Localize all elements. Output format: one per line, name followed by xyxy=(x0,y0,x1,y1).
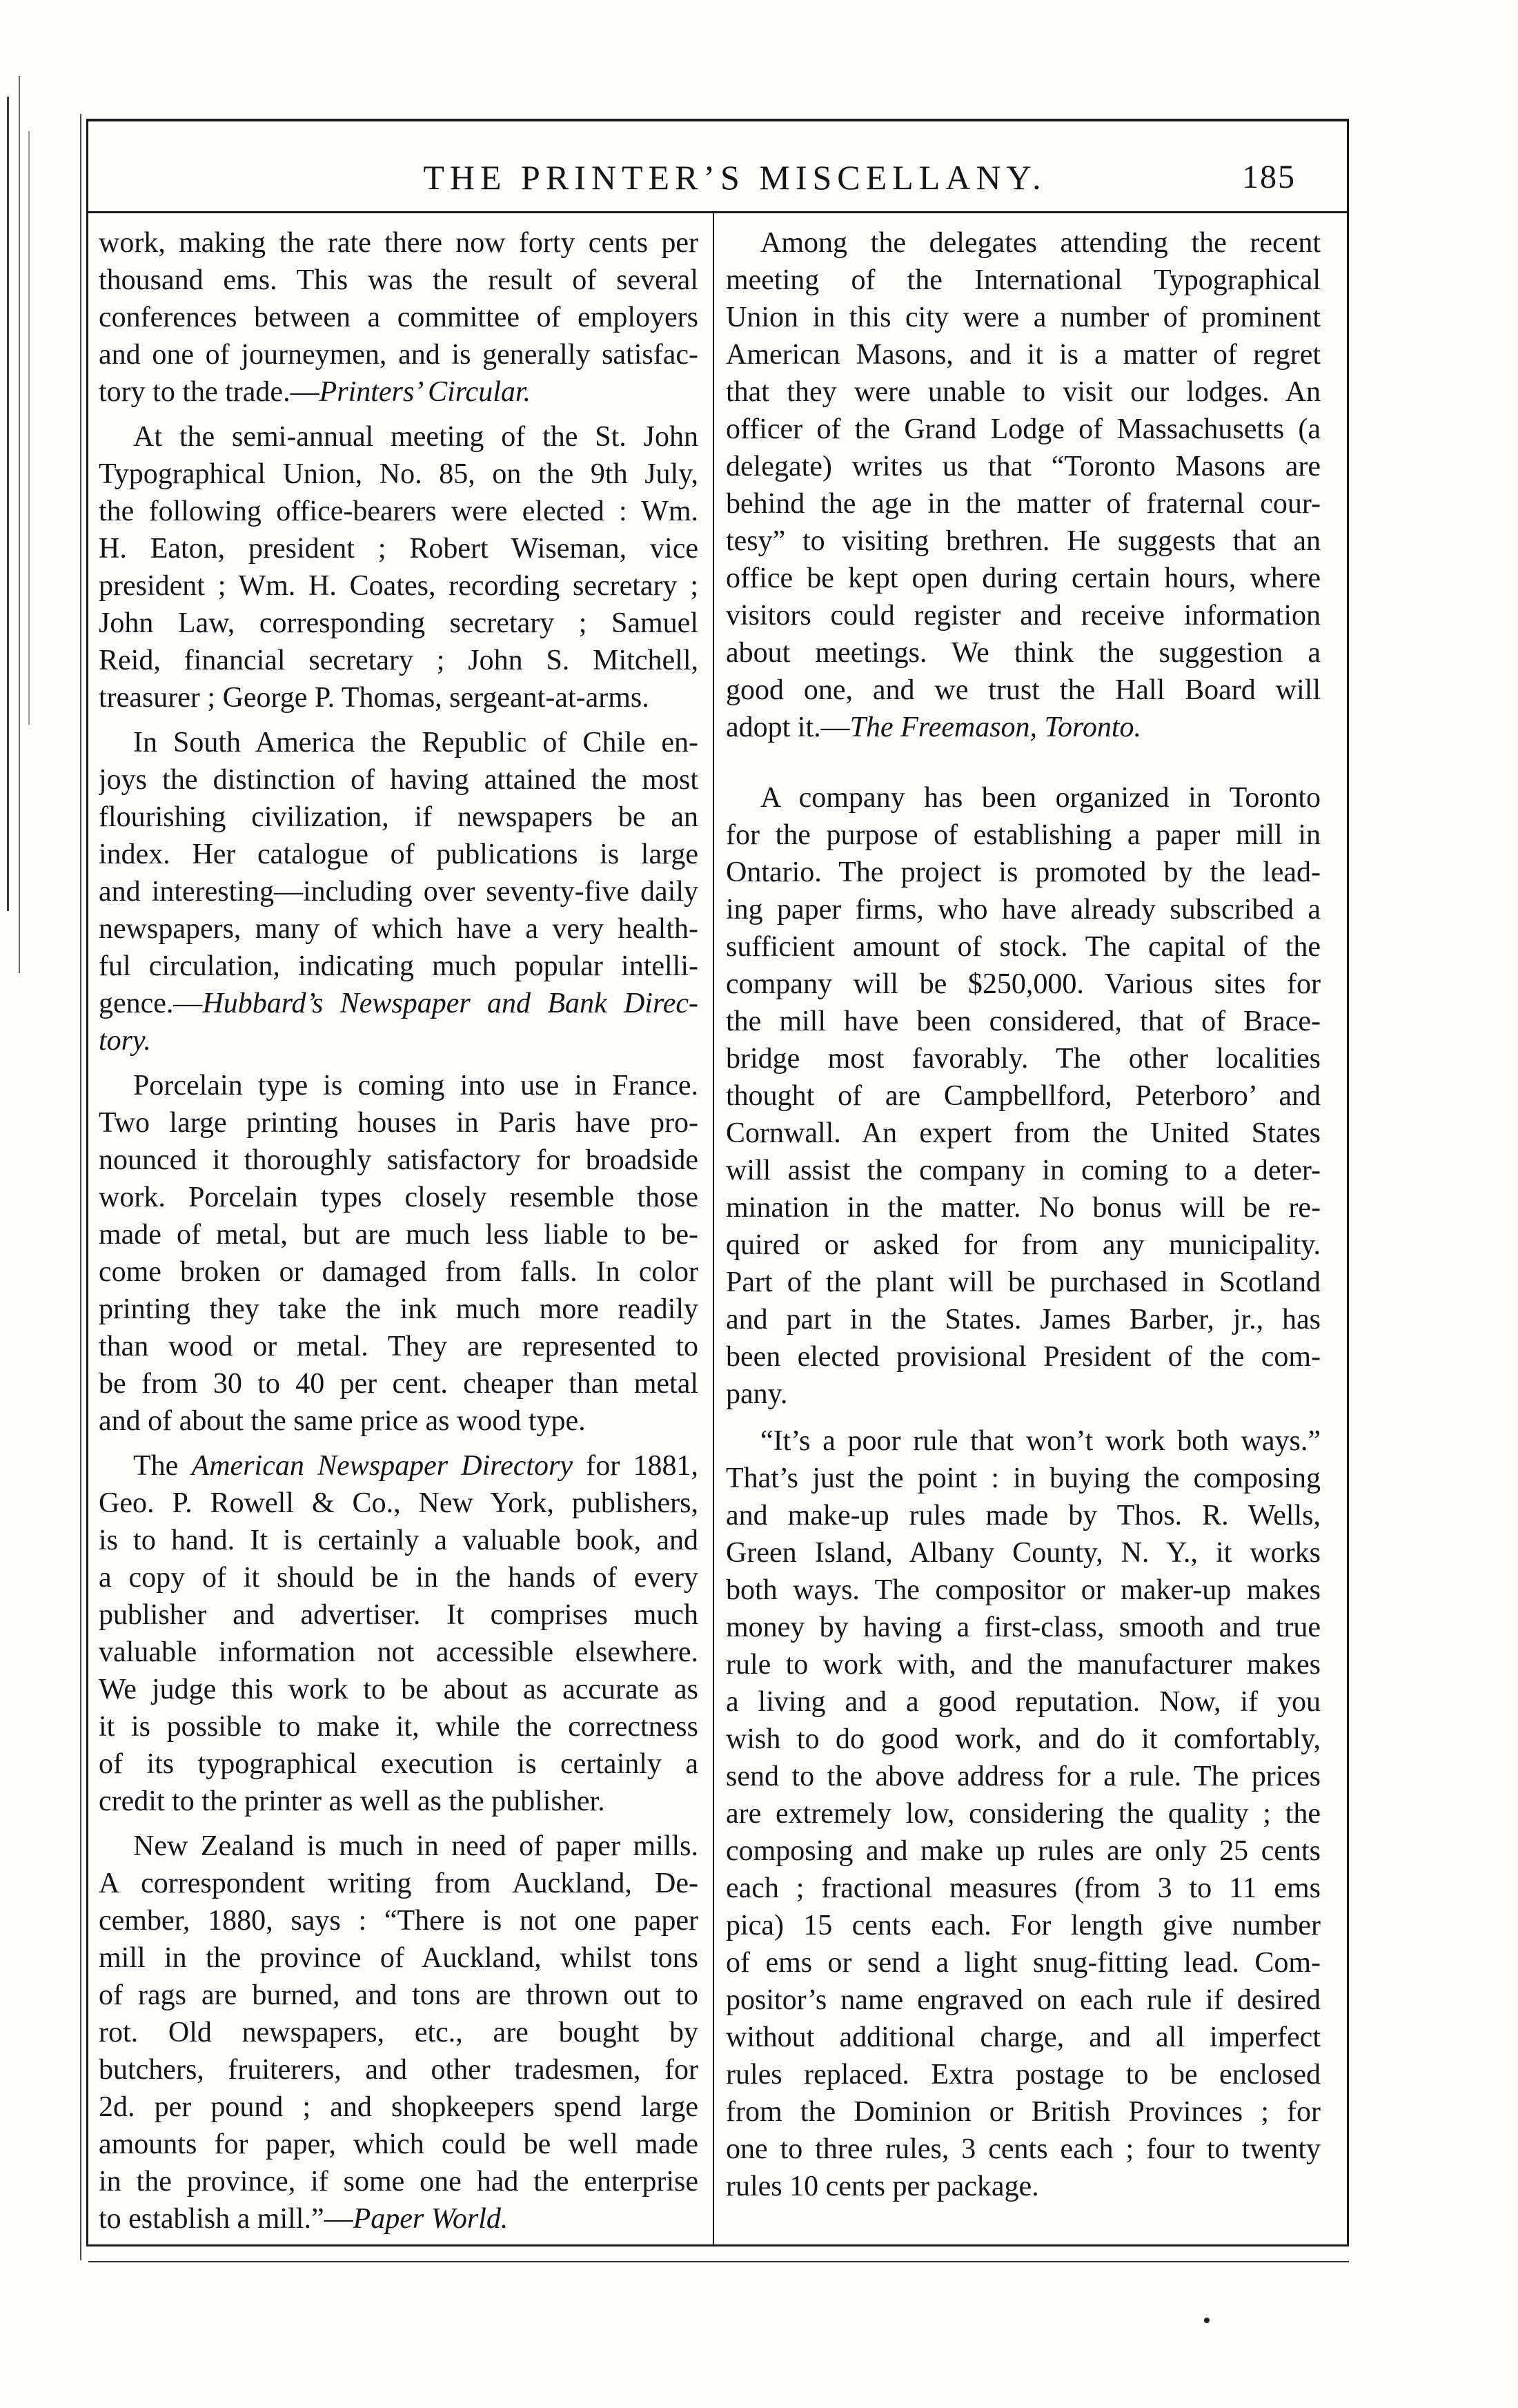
frame-bottom-double-rule xyxy=(88,2261,1349,2262)
text-line: been elected provisional President of the com- xyxy=(726,1341,1321,1373)
text-line: ful circulation, indicating much popular intelli- xyxy=(99,950,698,982)
text-line: of ems or send a light snug-fitting lead. Com- xyxy=(726,1947,1321,1979)
text-line: pica) 15 cents each. For length give number xyxy=(726,1910,1321,1941)
text-line xyxy=(99,985,698,1022)
left-column xyxy=(99,224,698,2238)
text-line: “It’s a poor rule that won’t work both ways.” xyxy=(760,1425,1321,1457)
text-line: A company has been organized in Toronto xyxy=(760,782,1321,814)
roman-text: gence.— xyxy=(99,988,203,1019)
italic-text: Hubbard’s Newspaper and Bank Direc- xyxy=(202,988,698,1019)
text-line: is to hand. It is certainly a valuable book, and xyxy=(99,1525,698,1556)
text-line: thousand ems. This was the result of several xyxy=(99,264,698,296)
text-line: one to three rules, 3 cents each ; four to twenty xyxy=(726,2133,1321,2165)
paragraph xyxy=(99,224,698,411)
text-line: butchers, fruiterers, and other tradesmen, for xyxy=(99,2054,698,2086)
text-line: of its typographical execution is certainly a xyxy=(99,1748,698,1780)
roman-text: to establish a mill.”— xyxy=(99,2203,353,2235)
frame-top-rule xyxy=(86,119,1349,121)
text-line: and interesting—including over seventy-five daily xyxy=(99,876,698,908)
text-line: Green Island, Albany County, N. Y., it works xyxy=(726,1537,1321,1569)
text-line: for the purpose of establishing a paper mill in xyxy=(726,819,1321,851)
text-line: and part in the States. James Barber, jr., has xyxy=(726,1304,1321,1335)
text-line: Reid, financial secretary ; John S. Mitchell, xyxy=(99,645,698,676)
text-line: flourishing civilization, if newspapers be an xyxy=(99,801,698,833)
text-line: the mill have been considered, that of Brace- xyxy=(726,1006,1321,1037)
text-line: made of metal, but are much less liable to be- xyxy=(99,1219,698,1251)
text-line: Union in this city were a number of prominent xyxy=(726,302,1321,333)
scan-speck xyxy=(1204,2318,1210,2323)
text-line: rules replaced. Extra postage to be enclosed xyxy=(726,2059,1321,2091)
text-line: in the province, if some one had the enterprise xyxy=(99,2166,698,2197)
column-divider-rule xyxy=(713,211,714,2246)
roman-text: The xyxy=(133,1450,192,1482)
italic-text: Paper World. xyxy=(353,2203,509,2235)
italic-text: The Freemason, Toronto. xyxy=(849,712,1142,743)
text-line: credit to the printer as well as the publisher. xyxy=(99,1785,605,1817)
paragraph xyxy=(99,724,698,1059)
text-line xyxy=(99,1447,698,1485)
page-edge-shadow xyxy=(28,131,30,725)
text-line: rot. Old newspapers, etc., are bought by xyxy=(99,2017,698,2048)
paragraph xyxy=(99,1828,698,2238)
text-line: be from 30 to 40 per cent. cheaper than metal xyxy=(99,1368,698,1400)
text-line: officer of the Grand Lodge of Massachusetts (a xyxy=(726,413,1321,445)
text-line: printing they take the ink much more readily xyxy=(99,1293,698,1325)
text-line: each ; fractional measures (from 3 to 11 ems xyxy=(726,1872,1321,1904)
text-line: ing paper firms, who have already subscribed a xyxy=(726,894,1321,926)
text-line xyxy=(99,1022,698,1059)
text-line: without additional charge, and all imperfect xyxy=(726,2022,1321,2053)
paragraph xyxy=(726,779,1321,1413)
text-line: than wood or metal. They are represented to xyxy=(99,1331,698,1362)
text-line: a copy of it should be in the hands of every xyxy=(99,1562,698,1594)
text-line: Two large printing houses in Paris have pro- xyxy=(99,1107,698,1139)
text-line: Part of the plant will be purchased in Scotland xyxy=(726,1266,1321,1298)
text-line: nounced it thoroughly satisfactory for broadside xyxy=(99,1144,698,1176)
text-line: A correspondent writing from Auckland, De- xyxy=(99,1868,698,1899)
text-line: treasurer ; George P. Thomas, sergeant-at-arms. xyxy=(99,682,649,714)
text-line xyxy=(99,2200,698,2238)
text-line: American Masons, and it is a matter of regret xyxy=(726,339,1321,371)
text-line: work, making the rate there now forty cents per xyxy=(99,227,698,259)
text-line: a living and a good reputation. Now, if you xyxy=(726,1686,1321,1718)
text-line: send to the above address for a rule. The prices xyxy=(726,1761,1321,1792)
text-line: newspapers, many of which have a very health- xyxy=(99,913,698,945)
text-line: rules 10 cents per package. xyxy=(726,2171,1039,2202)
text-line: work. Porcelain types closely resemble those xyxy=(99,1182,698,1213)
text-line: valuable information not accessible elsewhere. xyxy=(99,1636,698,1668)
text-line: John Law, corresponding secretary ; Samuel xyxy=(99,607,698,639)
text-line: delegate) writes us that “Toronto Masons are xyxy=(726,451,1321,482)
text-line: both ways. The compositor or maker-up makes xyxy=(726,1574,1321,1606)
text-line: positor’s name engraved on each rule if desired xyxy=(726,1984,1321,2016)
text-line: That’s just the point : in buying the composing xyxy=(726,1462,1321,1494)
text-line: 2d. per pound ; and shopkeepers spend large xyxy=(99,2091,698,2123)
text-line xyxy=(99,373,698,411)
running-head-rule xyxy=(86,211,1349,213)
text-line: will assist the company in coming to a deter- xyxy=(726,1155,1321,1186)
frame-left-rule xyxy=(86,119,88,2247)
text-line: office be kept open during certain hours, where xyxy=(726,562,1321,594)
roman-text: tory to the trade.— xyxy=(99,376,319,408)
text-line: At the semi-annual meeting of the St. John xyxy=(133,421,698,453)
text-line: come broken or damaged from falls. In color xyxy=(99,1256,698,1288)
text-line: index. Her catalogue of publications is large xyxy=(99,839,698,870)
text-line: conferences between a committee of employers xyxy=(99,302,698,333)
paragraph xyxy=(99,418,698,716)
text-line: cember, 1880, says : “There is not one paper xyxy=(99,1905,698,1937)
text-line: amounts for paper, which could be well made xyxy=(99,2128,698,2160)
text-line: from the Dominion or British Provinces ; for xyxy=(726,2096,1321,2128)
text-line: sufficient amount of stock. The capital of the xyxy=(726,931,1321,963)
text-line: visitors could register and receive information xyxy=(726,600,1321,632)
text-line: and make-up rules made by Thos. R. Wells, xyxy=(726,1500,1321,1531)
text-line: thought of are Campbellford, Peterboro’ and xyxy=(726,1080,1321,1112)
frame-right-rule xyxy=(1347,119,1349,2247)
page-edge-shadow xyxy=(19,76,20,973)
paragraph xyxy=(99,1067,698,1440)
text-line: mination in the matter. No bonus will be re- xyxy=(726,1192,1321,1224)
running-head-title: THE PRINTER’S MISCELLANY. xyxy=(423,158,1047,197)
roman-text: adopt it.— xyxy=(726,712,850,743)
text-line: Among the delegates attending the recent xyxy=(760,227,1321,259)
text-line: rule to work with, and the manufacturer makes xyxy=(726,1649,1321,1681)
text-line: pany. xyxy=(726,1378,788,1410)
text-line: Geo. P. Rowell & Co., New York, publishers, xyxy=(99,1487,698,1519)
text-line: meeting of the International Typographical xyxy=(726,264,1321,296)
paragraph xyxy=(726,224,1321,746)
text-line: Typographical Union, No. 85, on the 9th July, xyxy=(99,458,698,490)
frame-bottom-rule xyxy=(86,2244,1349,2247)
text-line: the following office-bearers were elected : Wm. xyxy=(99,496,698,527)
text-line: bridge most favorably. The other localities xyxy=(726,1043,1321,1075)
text-line: Cornwall. An expert from the United States xyxy=(726,1117,1321,1149)
text-line xyxy=(726,709,1321,746)
text-line: behind the age in the matter of fraternal cour- xyxy=(726,488,1321,520)
text-line: mill in the province of Auckland, whilst tons xyxy=(99,1942,698,1974)
italic-text: American Newspaper Directory xyxy=(191,1450,573,1482)
page-edge-shadow xyxy=(7,97,9,911)
text-line: composing and make up rules are only 25 cents xyxy=(726,1835,1321,1867)
page-number: 185 xyxy=(1242,159,1296,195)
italic-text: Printers’ Circular. xyxy=(319,376,531,408)
text-line: joys the distinction of having attained the most xyxy=(99,764,698,796)
text-line: In South America the Republic of Chile en- xyxy=(133,727,698,758)
text-line: it is possible to make it, while the correctness xyxy=(99,1711,698,1743)
roman-text: for 1881, xyxy=(573,1450,698,1482)
italic-text: tory. xyxy=(99,1025,151,1057)
text-line: and of about the same price as wood type. xyxy=(99,1405,586,1437)
text-line: are extremely low, considering the quality ; the xyxy=(726,1798,1321,1830)
text-line: good one, and we trust the Hall Board will xyxy=(726,674,1321,706)
frame-outer-left-rule xyxy=(80,114,81,2260)
text-line: of rags are burned, and tons are thrown out to xyxy=(99,1979,698,2011)
paragraph xyxy=(726,1422,1321,2205)
text-line: and one of journeymen, and is generally satisfac- xyxy=(99,339,698,371)
right-column xyxy=(726,224,1321,2205)
text-line: tesy” to visiting brethren. He suggests that an xyxy=(726,525,1321,557)
text-line: New Zealand is much in need of paper mills. xyxy=(133,1830,698,1862)
text-line: Ontario. The project is promoted by the lead- xyxy=(726,856,1321,888)
text-line: company will be $250,000. Various sites for xyxy=(726,968,1321,1000)
text-line: wish to do good work, and do it comfortably, xyxy=(726,1723,1321,1755)
text-line: quired or asked for from any municipality. xyxy=(726,1229,1321,1261)
text-line: money by having a first-class, smooth and true xyxy=(726,1612,1321,1643)
paragraph xyxy=(99,1447,698,1820)
text-line: publisher and advertiser. It comprises much xyxy=(99,1599,698,1631)
text-line: president ; Wm. H. Coates, recording secretary ; xyxy=(99,570,698,602)
text-line: H. Eaton, president ; Robert Wiseman, vice xyxy=(99,533,698,565)
text-line: that they were unable to visit our lodges. An xyxy=(726,376,1321,408)
text-line: We judge this work to be about as accurate as xyxy=(99,1674,698,1705)
text-line: about meetings. We think the suggestion a xyxy=(726,637,1321,669)
text-line: Porcelain type is coming into use in France. xyxy=(133,1070,698,1102)
